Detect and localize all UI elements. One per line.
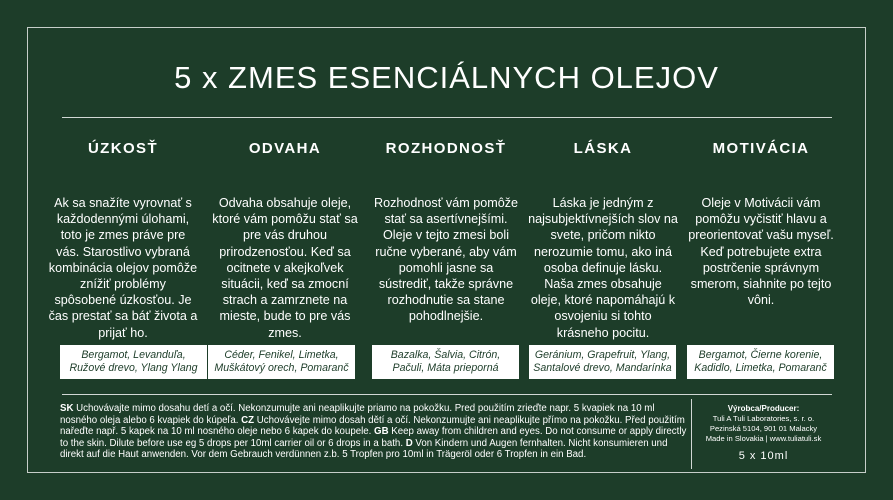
producer-divider [691, 399, 692, 469]
lang-code-cz: CZ [241, 414, 255, 426]
oil-list-rozhodnost: Bazalka, Šalvia, Citrón, Pačuli, Máta prieporná [372, 345, 519, 379]
warning-gb: Keep away from children and eyes. Do not consume or apply directly to the skin. Dilute before use eg 5 drops per 10ml carrier oil or 6 drops in a bath. [60, 426, 687, 449]
producer-company: Tuli A Tuli Laboratories, s. r. o. [712, 414, 815, 423]
producer-website: Made in Slovakia | www.tuliatuli.sk [705, 434, 822, 443]
lang-code-d: D [405, 437, 413, 449]
blend-description: Láska je jedným z najsubjektívnejších slov na svete, pričom nikto nerozumie tomu, ako iná osoba definuje lásku. Naša zmes obsahuje oleje, ktoré napomáhajú k osvojeniu si tohto krásneho pocitu. [528, 196, 678, 340]
usage-warnings [60, 403, 688, 461]
blend-description: Oleje v Motivácii vám pomôžu vyčistiť hlavu a preorientovať vašu myseľ. Keď potrebujete extra postrčenie správnym smerom, siahnite po tejto vôni. [688, 196, 834, 308]
blend-description: Ak sa snažíte vyrovnať s každodennými úlohami, toto je zmes práve pre vás. Starostlivo vybraná kombinácia olejov pomôže znížiť problémy spôsobené úzkosťou. Je čas prestať sa báť života a prijať ho. [48, 196, 198, 340]
blend-column-laska [528, 140, 678, 341]
blend-column-motivacia [686, 140, 836, 308]
blend-title: MOTIVÁCIA [712, 140, 810, 157]
blend-column-odvaha [210, 140, 360, 341]
blend-description: Rozhodnosť vám pomôže stať sa asertívnejšími. Oleje v tejto zmesi boli ručne vyberané, aby vám pomohli jasne sa sústrediť, takže správne rozhodnutie sa stane pohodlnejšie. [373, 196, 519, 324]
oil-list-uzkost: Bergamot, Levanduľa, Ružové drevo, Ylang Ylang [60, 345, 207, 379]
top-divider [62, 117, 832, 118]
lang-code-sk: SK [60, 403, 74, 414]
producer-info [695, 404, 832, 444]
blend-title: ÚZKOSŤ [87, 140, 159, 157]
oil-list-motivacia: Bergamot, Čierne korenie, Kadidlo, Limetka, Pomaranč [687, 345, 834, 379]
blend-column-rozhodnost [371, 140, 521, 325]
blend-title: LÁSKA [573, 140, 633, 157]
warning-d: Von Kindern und Augen fernhalten. Nicht konsumieren und direkt auf die Haut anwenden. Vor dem Gebrauch verdünnen z.b. 5 Tropfen pro 10ml in Trägeröl oder 6 Tropfen in ein Bad. [60, 437, 668, 461]
lang-code-gb: GB [374, 426, 389, 438]
warning-cz: Uchovávejte mimo dosah dětí a očí. Nekonzumujte ani neaplikujte přímo na pokožku. Před použitím nařeďte např. 5 kapek na 10 ml nosného oleje nebo 6 kapek do koupele. [60, 414, 685, 438]
blend-title: ODVAHA [248, 140, 322, 157]
warning-sk: Uchovávajte mimo dosahu detí a očí. Nekonzumujte ani neaplikujte priamo na pokožku. Pred použitím zrieďte napr. 5 kvapiek na 10 ml nosného oleja alebo 6 kvapiek do kúpeľa. [60, 403, 655, 426]
blend-title: ROZHODNOSŤ [385, 140, 507, 157]
oil-list-odvaha: Céder, Fenikel, Limetka, Muškátový orech, Pomaranč [208, 345, 355, 379]
blend-column-uzkost [48, 140, 198, 341]
bottom-divider [62, 394, 832, 395]
page-title: 5 x ZMES ESENCIÁLNYCH OLEJOV [174, 60, 719, 95]
volume-label: 5 x 10ml [738, 450, 789, 462]
producer-address: Pezinská 5104, 901 01 Malacky [709, 424, 818, 433]
oil-list-laska: Geránium, Grapefruit, Ylang, Santalové drevo, Mandarínka [529, 345, 676, 379]
blend-description: Odvaha obsahuje oleje, ktoré vám pomôžu stať sa pre vás druhou prirodzenosťou. Keď sa ocitnete v akejkoľvek situácii, keď sa zmocní strach a zamrznete na mieste, bude to pre vás zmes. [212, 196, 358, 340]
producer-heading: Výrobca/Producer: [727, 404, 800, 413]
